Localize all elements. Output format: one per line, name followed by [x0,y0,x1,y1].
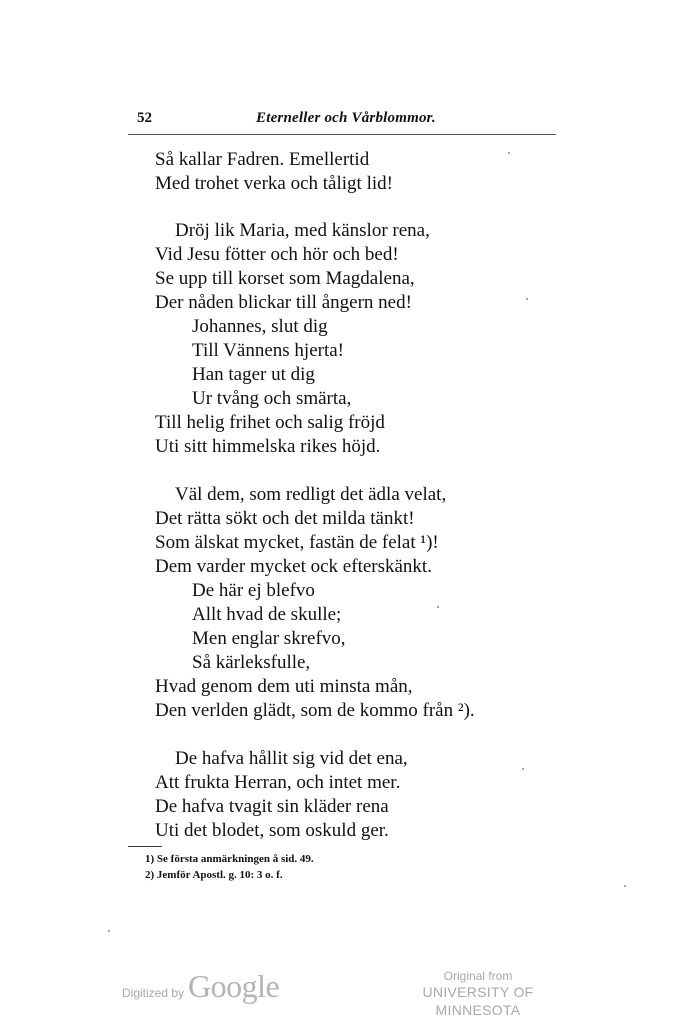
poem-line: De hafva tvagit sin kläder rena [155,796,389,817]
poem-line: Han tager ut dig [192,364,315,385]
institution-label: UNIVERSITY OF MINNESOTA [422,984,534,1018]
poem-line: Allt hvad de skulle; [192,604,342,625]
scan-speck [108,930,110,932]
poem-line: Att frukta Herran, och intet mer. [155,772,401,793]
poem-line: Johannes, slut dig [192,316,328,337]
poem-line: Så kallar Fadren. Emellertid [155,149,370,170]
poem-line: Hvad genom dem uti minsta mån, [155,676,413,697]
scan-speck [508,152,510,154]
poem-line: Väl dem, som redligt det ädla velat, [175,484,447,505]
footnote: 2) Jemför Apostl. g. 10: 3 o. f. [145,869,283,881]
running-head: Eterneller och Vårblommor. [256,110,436,126]
poem-line: Se upp till korset som Magdalena, [155,268,415,289]
poem-line: Uti sitt himmelska rikes höjd. [155,436,381,457]
poem-line: Der nåden blickar till ångern ned! [155,292,412,313]
poem-line: Vid Jesu fötter och hör och bed! [155,244,399,265]
poem-line: Dröj lik Maria, med känslor rena, [175,220,430,241]
poem-line: Den verlden glädt, som de kommo från ²). [155,700,475,721]
scan-speck [526,298,528,300]
poem-line: De här ej blefvo [192,580,315,601]
footnote-rule [128,846,162,847]
poem-line: Ur tvång och smärta, [192,388,352,409]
google-logo: Google [188,968,280,1004]
scan-speck [624,885,626,887]
poem-line: Till helig frihet och salig fröjd [155,412,385,433]
original-from-watermark [388,969,568,1019]
poem-line: Det rätta sökt och det milda tänkt! [155,508,415,529]
header-rule [128,134,556,135]
digitized-by-label: Digitized by [122,986,185,1000]
poem-line: De hafva hållit sig vid det ena, [175,748,408,769]
poem-line: Men englar skrefvo, [192,628,346,649]
poem-line: Så kärleksfulle, [192,652,311,673]
digitized-by-watermark [122,968,279,1005]
poem-line: Som älskat mycket, fastän de felat ¹)! [155,532,439,553]
poem-line: Med trohet verka och tåligt lid! [155,173,393,194]
scan-speck [437,606,439,608]
scan-speck [522,768,524,770]
page-number: 52 [137,110,152,126]
original-from-label: Original from [443,969,513,983]
poem-line: Uti det blodet, som oskuld ger. [155,820,389,841]
poem-line: Dem varder mycket ock efterskänkt. [155,556,432,577]
poem-line: Till Vännens hjerta! [192,340,344,361]
footnote: 1) Se första anmärkningen å sid. 49. [145,853,314,865]
